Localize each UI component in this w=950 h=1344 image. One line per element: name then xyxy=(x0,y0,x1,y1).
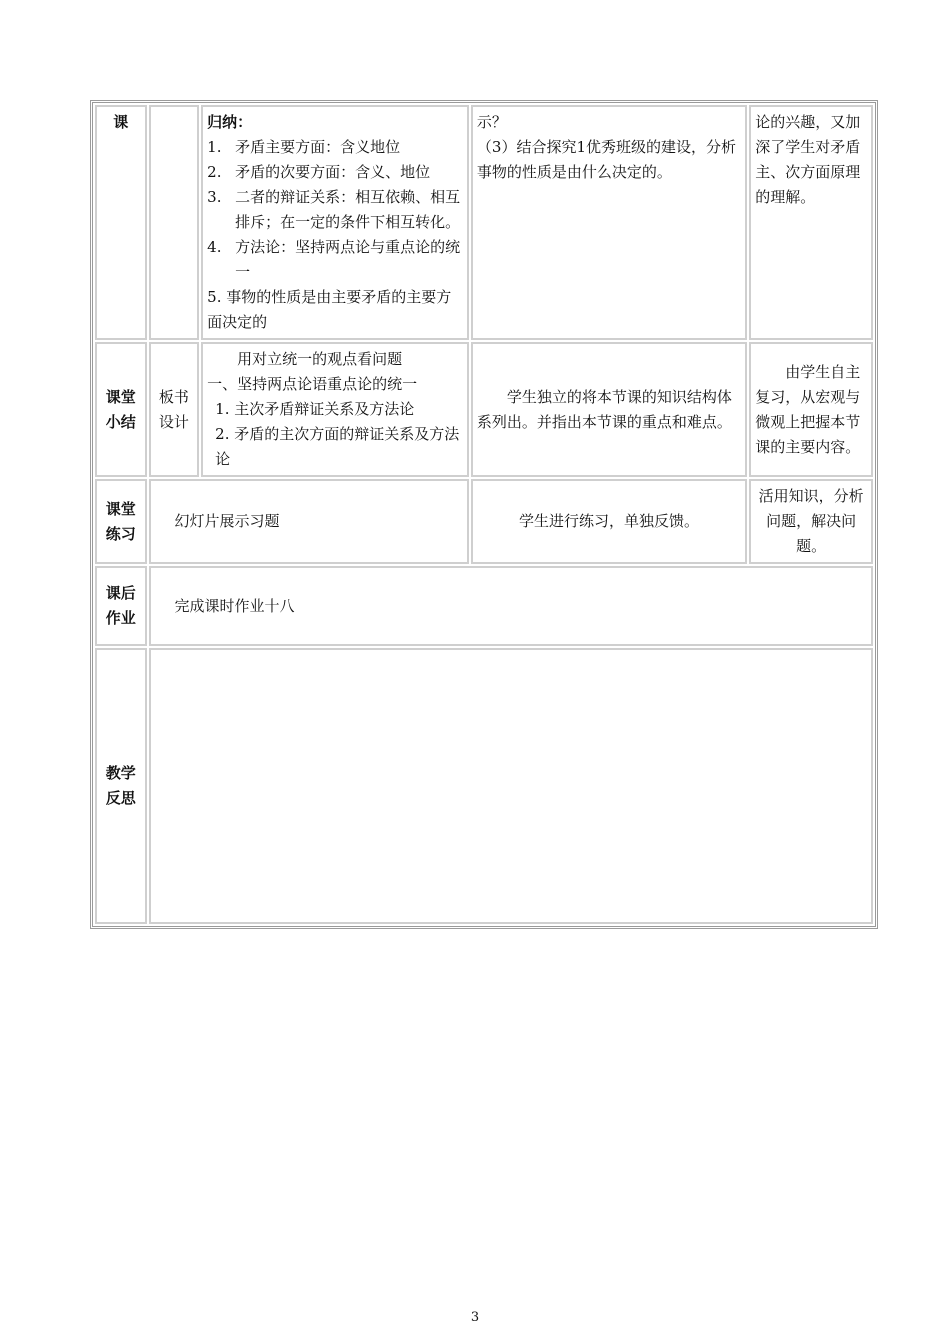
row-class-summary xyxy=(95,342,873,477)
homework-content: 完成课时作业十八 xyxy=(149,566,874,646)
row-header-ke: 课 xyxy=(95,105,147,340)
board-design-content: 用对立统一的观点看问题 一、坚持两点论语重点论的统一 1. 主次矛盾辩证关系及方法论 2. 矛盾的主次方面的辩证关系及方法论 xyxy=(201,342,469,477)
list-item: 5. 事物的性质是由主要矛盾的主要方面决定的 xyxy=(207,288,452,331)
row-header-homework: 课后作业 xyxy=(95,566,147,646)
design-intent-cell: 活用知识，分析问题，解决问题。 xyxy=(749,479,873,564)
student-activity-cell: 学生独立的将本节课的知识结构体系列出。并指出本节课的重点和难点。 xyxy=(471,342,747,477)
design-intent-cell: 由学生自主复习，从宏观与微观上把握本节课的主要内容。 xyxy=(749,342,873,477)
row-header-reflection: 教学反思 xyxy=(95,648,147,924)
empty-cell xyxy=(149,105,200,340)
row-header-class-practice: 课堂练习 xyxy=(95,479,147,564)
list-item: 4. 方法论：坚持两点论与重点论的统一 xyxy=(207,238,461,281)
summary-title: 归纳： xyxy=(207,113,253,131)
summary-list xyxy=(207,135,463,335)
reflection-content xyxy=(149,648,874,924)
row-header-class-summary: 课堂小结 xyxy=(95,342,147,477)
row-class-practice xyxy=(95,479,873,564)
list-item: 2. 矛盾的次要方面：含义、地位 xyxy=(207,163,431,181)
student-activity-cell: 示？ （3）结合探究1优秀班级的建设，分析事物的性质是由什么决定的。 xyxy=(471,105,747,340)
page-number: 3 xyxy=(470,1310,480,1325)
row-homework xyxy=(95,566,873,646)
lesson-plan-table xyxy=(90,100,878,929)
design-intent-cell: 论的兴趣，又加深了学生对矛盾主、次方面原理的理解。 xyxy=(749,105,873,340)
practice-content: 幻灯片展示习题 xyxy=(149,479,469,564)
list-item: 3. 二者的辩证关系：相互依赖、相互排斥；在一定的条件下相互转化。 xyxy=(207,188,461,231)
list-item: 1. 矛盾主要方面：含义地位 xyxy=(207,138,401,156)
row-reflection xyxy=(95,648,873,924)
summary-cell xyxy=(201,105,469,340)
row-summary xyxy=(95,105,873,340)
board-design-label: 板书设计 xyxy=(149,342,200,477)
student-activity-cell: 学生进行练习，单独反馈。 xyxy=(471,479,747,564)
